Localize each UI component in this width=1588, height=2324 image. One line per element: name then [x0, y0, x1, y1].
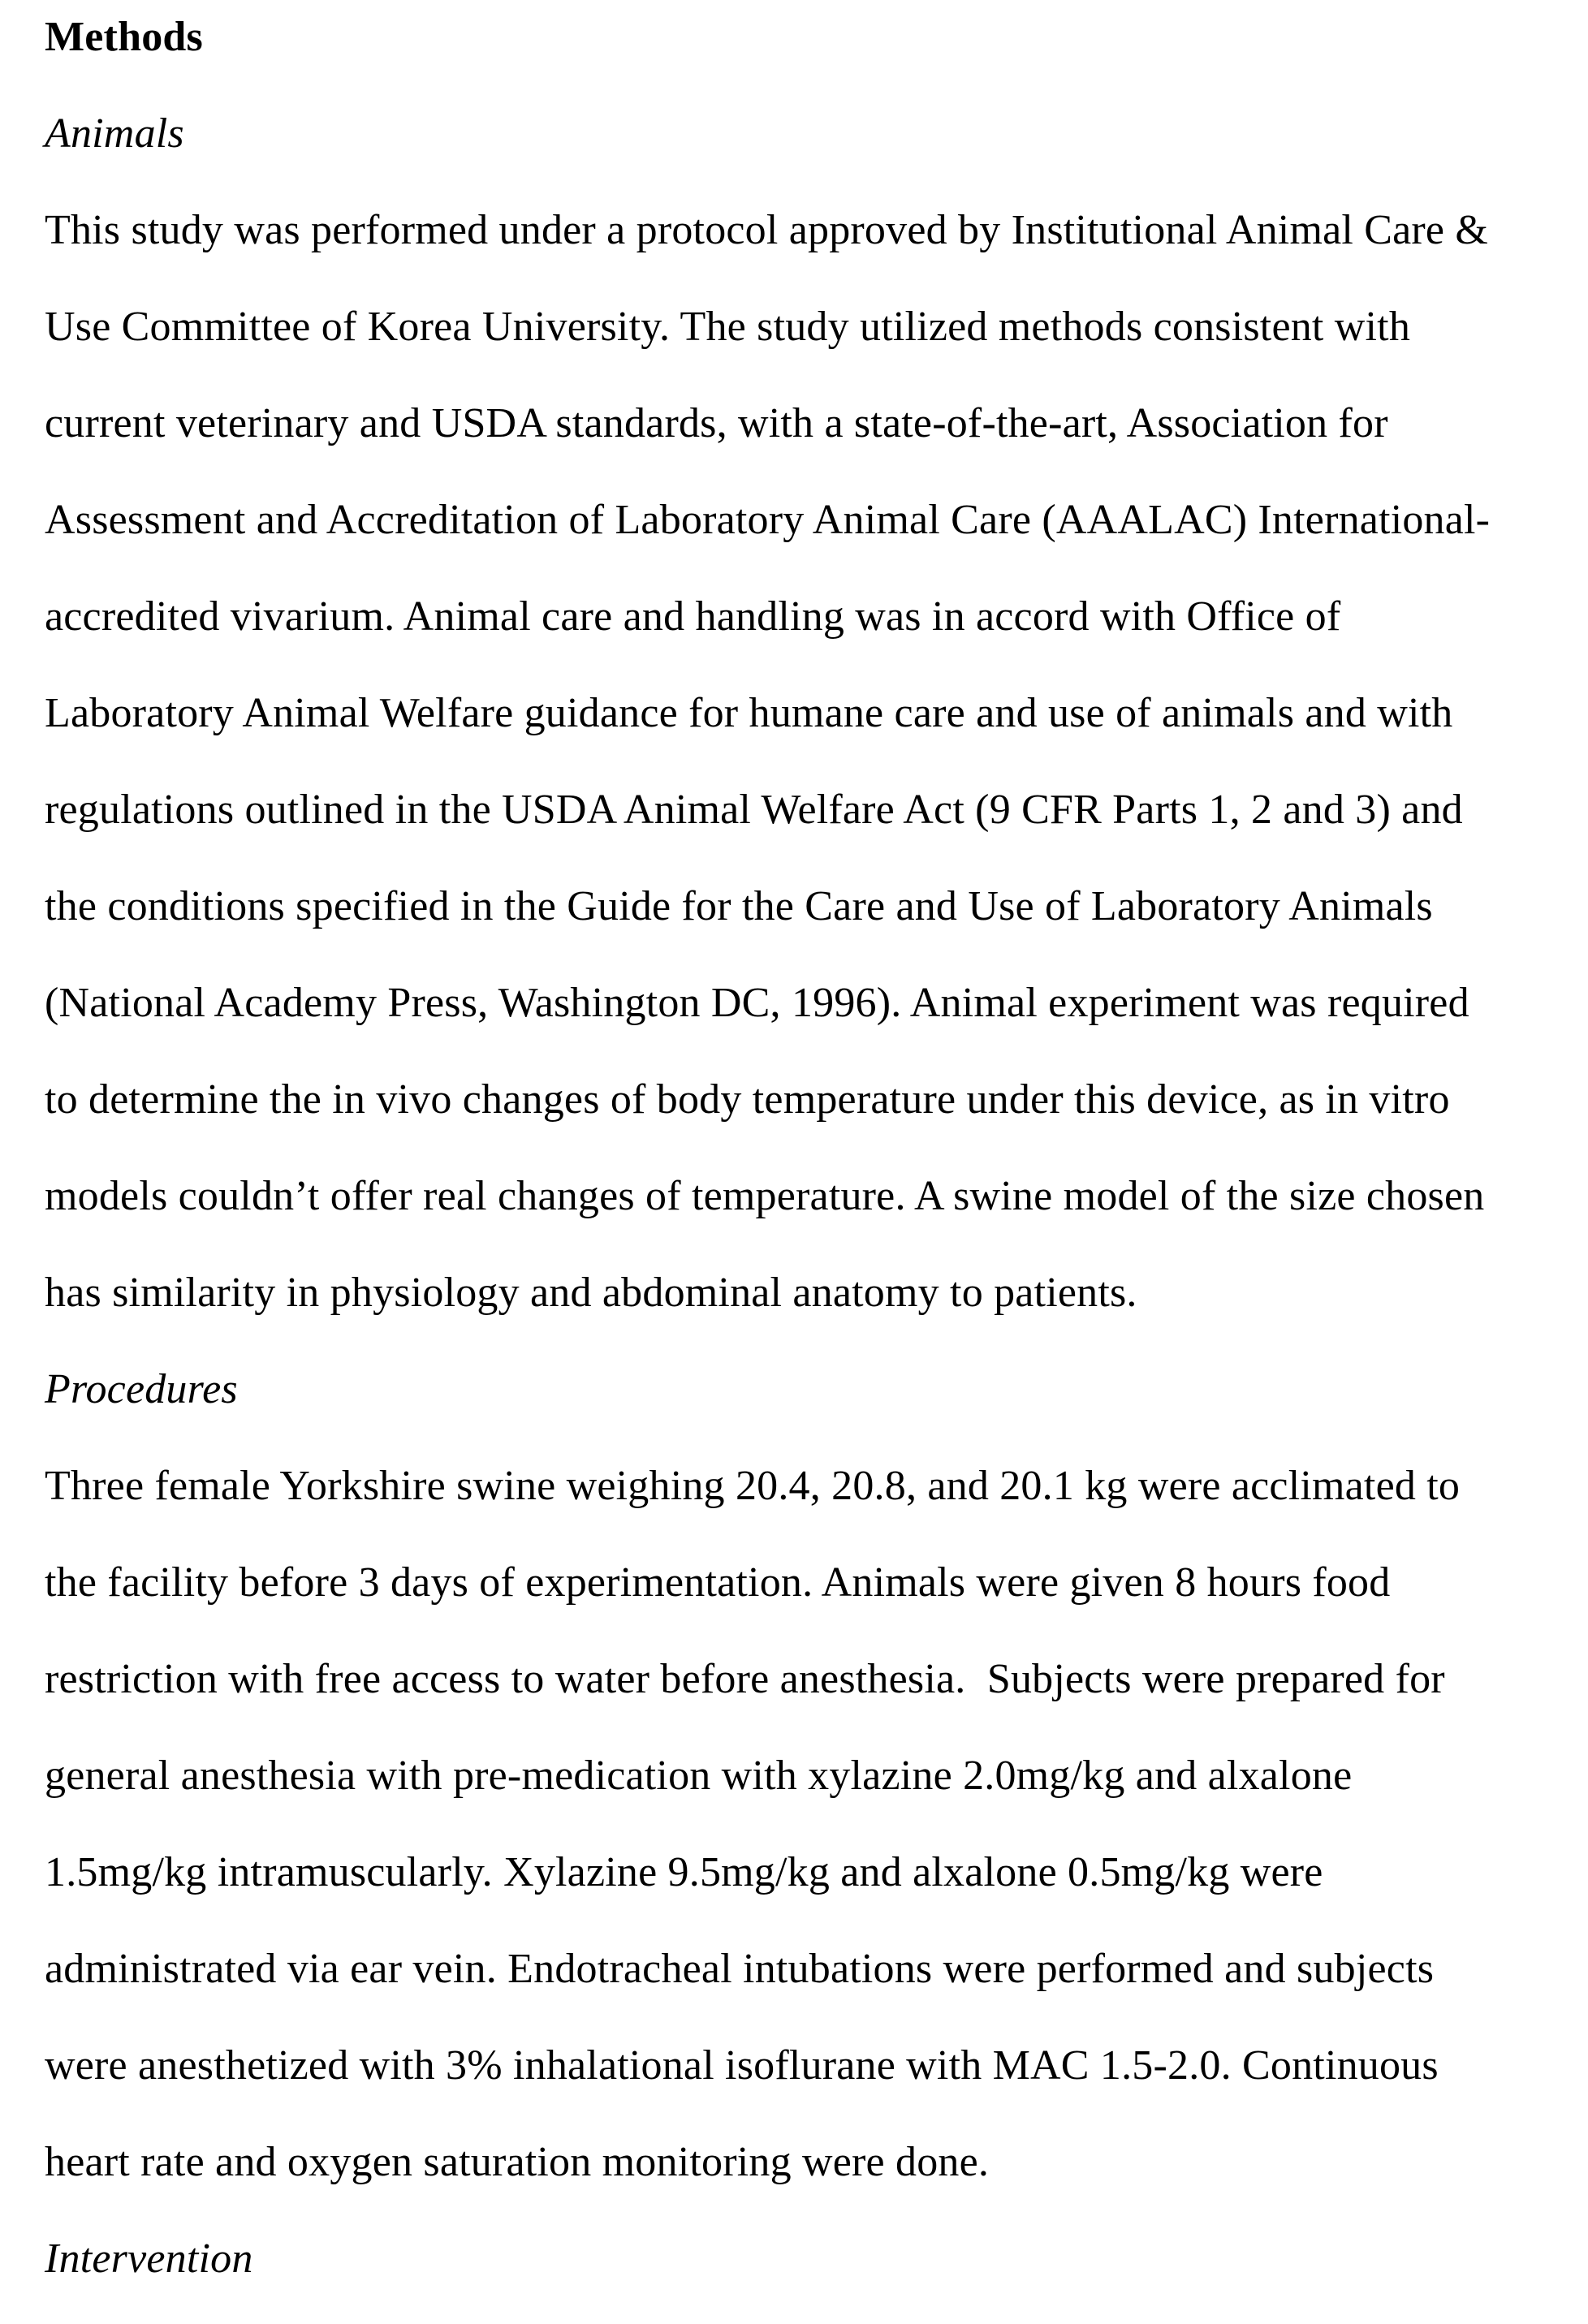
body-line: Three female Yorkshire swine weighing 20.4, 20.8, and 20.1 kg were acclimated to: [45, 1463, 1461, 1509]
body-line: (National Academy Press, Washington DC, 1996). Animal experiment was required: [45, 980, 1469, 1026]
body-line: Use Committee of Korea University. The study utilized methods consistent with: [45, 304, 1411, 350]
body-line: accredited vivarium. Animal care and handling was in accord with Office of: [45, 593, 1341, 640]
intervention-subheading: Intervention: [45, 2236, 253, 2282]
body-line: This study was performed under a protocol approved by Institutional Animal Care &: [45, 207, 1489, 253]
body-line: has similarity in physiology and abdominal anatomy to patients.: [45, 1270, 1137, 1316]
procedures-subheading: Procedures: [45, 1366, 238, 1412]
body-line: current veterinary and USDA standards, with a state-of-the-art, Association for: [45, 400, 1388, 446]
body-line: Assessment and Accreditation of Laboratory Animal Care (AAALAC) International-: [45, 497, 1491, 543]
body-line: general anesthesia with pre-medication with xylazine 2.0mg/kg and alxalone: [45, 1753, 1353, 1799]
body-line: Laboratory Animal Welfare guidance for humane care and use of animals and with: [45, 690, 1453, 736]
body-line: models couldn’t offer real changes of temperature. A swine model of the size chosen: [45, 1173, 1485, 1219]
body-line: regulations outlined in the USDA Animal Welfare Act (9 CFR Parts 1, 2 and 3) and: [45, 787, 1463, 833]
methods-heading: Methods: [45, 14, 203, 60]
body-line: to determine the in vivo changes of body temperature under this device, as in vitro: [45, 1076, 1450, 1123]
body-line: administrated via ear vein. Endotracheal intubations were performed and subjects: [45, 1946, 1435, 1992]
body-line: the facility before 3 days of experimentation. Animals were given 8 hours food: [45, 1559, 1391, 1606]
animals-subheading: Animals: [45, 110, 184, 157]
body-line: restriction with free access to water before anesthesia. Subjects were prepared for: [45, 1656, 1445, 1702]
body-line: were anesthetized with 3% inhalational isoflurane with MAC 1.5-2.0. Continuous: [45, 2042, 1439, 2089]
body-line: 1.5mg/kg intramuscularly. Xylazine 9.5mg/kg and alxalone 0.5mg/kg were: [45, 1849, 1323, 1895]
text-block: [45, 0, 1588, 2307]
body-line: heart rate and oxygen saturation monitoring were done.: [45, 2139, 990, 2185]
body-line: the conditions specified in the Guide for the Care and Use of Laboratory Animals: [45, 883, 1433, 929]
